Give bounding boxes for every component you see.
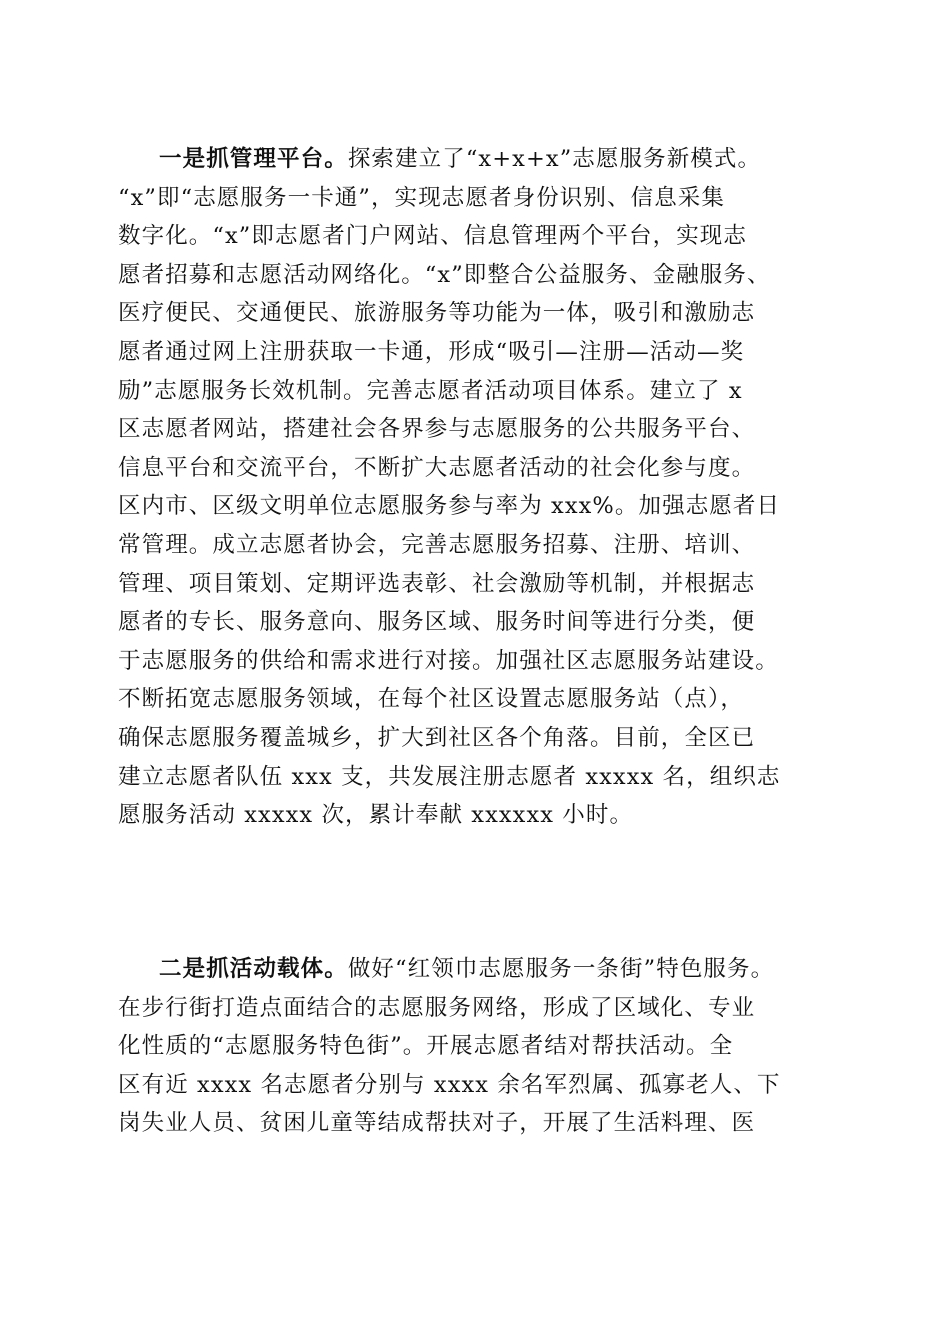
text-line: 区内市、区级文明单位志愿服务参与率为 xxx%。加强志愿者日 [118,493,781,520]
paragraph-first-line [118,140,858,179]
text-line: 数字化。“x”即志愿者门户网站、信息管理两个平台，实现志 [118,223,747,250]
text-line: 区有近 xxxx 名志愿者分别与 xxxx 余名军烈属、孤寡老人、下 [118,1071,781,1098]
paragraph-first-line-text: 探索建立了“x+x+x”志愿服务新模式。 [347,146,762,172]
text-line: 愿者招募和志愿活动网络化。“x”即整合公益服务、金融服务、 [118,261,771,288]
text-line: 愿者通过网上注册获取一卡通，形成“吸引—注册—活动—奖 [118,338,745,365]
paragraph-activity-carrier [118,950,858,1143]
text-line: 化性质的“志愿服务特色街”。开展志愿者结对帮扶活动。全 [118,1033,734,1060]
text-line: 不断拓宽志愿服务领域，在每个社区设置志愿服务站（点）， [118,686,744,713]
paragraph-management-platform [118,140,858,835]
text-line: 岗失业人员、贫困儿童等结成帮扶对子，开展了生活料理、医 [118,1110,756,1137]
text-line: 愿者的专长、服务意向、服务区域、服务时间等进行分类，便 [118,609,756,636]
text-line: 于志愿服务的供给和需求进行对接。加强社区志愿服务站建设。 [118,647,779,674]
text-line: 愿服务活动 xxxxx 次，累计奉献 xxxxxx 小时。 [118,802,634,829]
text-line: 励”志愿服务长效机制。完善志愿者活动项目体系。建立了 x [118,377,743,404]
paragraph-lead-heading: 一是抓管理平台。 [159,146,348,172]
paragraph-first-line-text: 做好“红领巾志愿服务一条街”特色服务。 [347,956,775,982]
text-line: “x”即“志愿服务一卡通”，实现志愿者身份识别、信息采集 [118,184,726,211]
text-line: 管理、项目策划、定期评选表彰、社会激励等机制，并根据志 [118,570,756,597]
paragraph-lead-heading: 二是抓活动载体。 [159,956,348,982]
text-line: 医疗便民、交通便民、旅游服务等功能为一体，吸引和激励志 [118,300,756,327]
text-line: 常管理。成立志愿者协会，完善志愿服务招募、注册、培训、 [118,531,756,558]
text-line: 区志愿者网站，搭建社会各界参与志愿服务的公共服务平台、 [118,416,756,443]
text-line: 确保志愿服务覆盖城乡，扩大到社区各个角落。目前，全区已 [118,724,756,751]
paragraph-first-line [118,950,858,989]
text-line: 建立志愿者队伍 xxx 支，共发展注册志愿者 xxxxx 名，组织志 [118,763,781,790]
text-line: 信息平台和交流平台，不断扩大志愿者活动的社会化参与度。 [118,454,756,481]
text-line: 在步行街打造点面结合的志愿服务网络，形成了区域化、专业 [118,994,756,1021]
